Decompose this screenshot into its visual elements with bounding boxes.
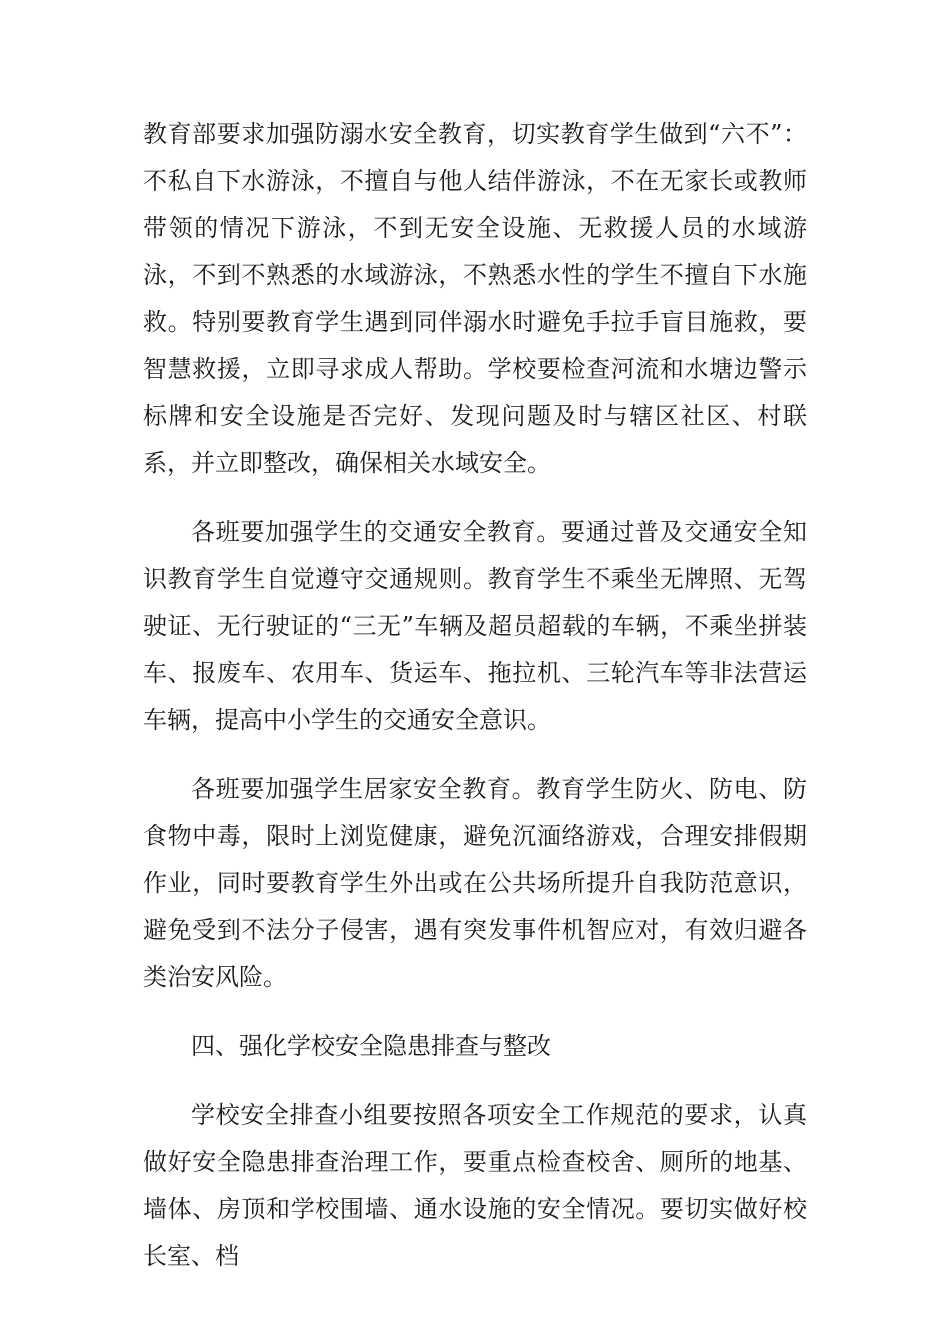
paragraph-hazard-inspection: 学校安全排查小组要按照各项安全工作规范的要求，认真做好安全隐患排查治理工作，要重点检查校舍、厕所的地基、墙体、房顶和学校围墙、通水设施的安全情况。要切实做好校长室、档 bbox=[143, 1101, 807, 1270]
paragraph-water-safety: 教育部要求加强防溺水安全教育，切实教育学生做到“六不”：不私自下水游泳，不擅自与他人结伴游泳，不在无家长或教师带领的情况下游泳，不到无安全设施、无救援人员的水域游泳，不到不熟悉的水域游泳，不熟悉水性的学生不擅自下水施救。特别要教育学生遇到同伴溺水时避免手拉手盲目施救，要智慧救援，立即寻求成人帮助。学校要检查河流和水塘边警示标牌和安全设施是否完好、发现问题及时与辖区社区、村联系，并立即整改，确保相关水域安全。 bbox=[143, 120, 807, 477]
section-heading-hazard-inspection: 四、强化学校安全隐患排查与整改 bbox=[191, 1032, 551, 1060]
document-body bbox=[143, 111, 807, 1302]
paragraph-home-safety: 各班要加强学生居家安全教育。教育学生防火、防电、防食物中毒，限时上浏览健康，避免沉湎络游戏，合理安排假期作业，同时要教育学生外出或在公共场所提升自我防范意识，避免受到不法分子侵害，遇有突发事件机智应对，有效归避各类治安风险。 bbox=[143, 775, 807, 991]
paragraph-traffic-safety: 各班要加强学生的交通安全教育。要通过普及交通安全知识教育学生自觉遵守交通规则。教育学生不乘坐无牌照、无驾驶证、无行驶证的“三无”车辆及超员超载的车辆，不乘坐拼装车、报废车、农用车、货运车、拖拉机、三轮汽车等非法营运车辆，提高中小学生的交通安全意识。 bbox=[143, 518, 807, 734]
